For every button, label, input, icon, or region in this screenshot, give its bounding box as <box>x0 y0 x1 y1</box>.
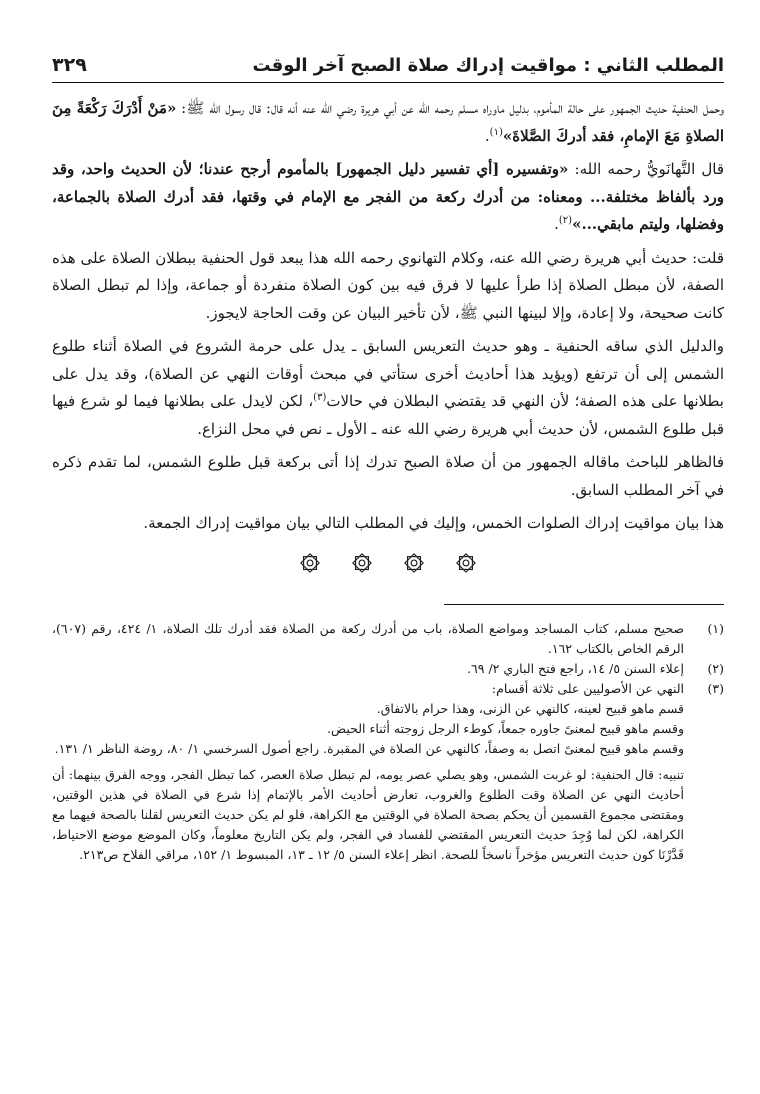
footnote-text: صحيح مسلم، كتاب المساجد ومواضع الصلاة، باب من أدرك ركعة من الصلاة فقد أدرك تلك الصلاة، ١/ ٤٢٤، رقم (٦٠٧)، الرقم الخاص بالكتاب ١٦٢. <box>52 620 685 656</box>
footnote-text: النهي عن الأصوليين على ثلاثة أقسام: قسم ماهو قبيح لعينه، كالنهي عن الزنى، وهذا حرام بالاتفاق. وقسم ماهو قبيح لمعنىً جاوره جمعاً، كوطء الرجل زوجته أثناء الحيض. وقسم ماهو قبيح لمعنىً اتصل به وصفاً، كالنهي عن الصلاة في المقبرة. راجع أصول السرخسي ١/ ٨٠، روضة الناظر ١/ ١٣١. <box>54 680 684 756</box>
header-title: المطلب الثاني : مواقيت إدراك صلاة الصبح آخر الوقت <box>252 55 724 76</box>
footnote-number: (٣) <box>707 680 724 696</box>
ornamental-rosette-icon <box>299 552 321 574</box>
footnote-number: (٢) <box>707 660 724 676</box>
paragraph-1: وحمل الحنفية حديث الجمهور على حالة المأموم، بدليل ماوراه مسلم رحمه الله عن أبي هريرة رضي الله عنه أنه قال: قال رسول الله ﷺ: «مَنْ أَدْرَكَ رَكْعَةً مِنَ الصلاةِ مَعَ الإمامِ، فقد أدركَ الصَّلاةَ»$^{(١)}$. <box>52 99 724 145</box>
paragraph-2: قال التَّهانَويُّ رحمه الله: «وتفسيره [أي تفسير دليل الجمهور] بالمأموم أرجح عندنا؛ لأن الحديث واحد، وقد ورد بألفاظ مختلفة... ومعناه: من أدرك ركعة من الفجر مع الإمام في وقتها، فقد أدرك الصلاة بالجماعة، وفضلها، وليتم مابقي...»$^{(٢)}$. <box>52 160 725 233</box>
main-text <box>52 95 724 538</box>
footnote-ref-1[interactable]: (١) <box>489 126 503 138</box>
footnote-number: (١) <box>707 620 724 636</box>
tahanawi-quote: «وتفسيره [أي تفسير دليل الجمهور] بالمأموم أرجح عندنا؛ لأن الحديث واحد، وقد ورد بألفاظ مختلفة... ومعناه: من أدرك ركعة من الفجر مع الإمام في وقتها، فقد أدرك الصلاة بالجماعة، وفضلها، وليتم مابقي...» <box>52 160 724 233</box>
footnote-separator <box>444 604 724 605</box>
footnote-ref-2[interactable]: (٢) <box>558 215 573 226</box>
footnote-2 <box>52 659 724 679</box>
footnote-3 <box>52 679 724 759</box>
ornamental-rosette-icon <box>455 552 477 574</box>
header-rule <box>52 82 724 83</box>
page-number: ٣٢٩ <box>52 54 87 76</box>
ornamental-rosette-icon <box>403 552 425 574</box>
running-header <box>52 48 724 76</box>
footnote-note: تنبيه: قال الحنفية: لو غربت الشمس، وهو يصلي عصر يومه، لم تبطل صلاة العصر، كما تبطل الفجر، ووجه الفرق بينهما: أن أحاديث النهي عن الصلاة وقت الطلوع والغروب، تعارض أحاديث الأمر بالإتمام إذا شرع في الصلاة في هذين الوقتين، ومقتضى مجموع القسمين أن يحكم بصحة الصلاة في الوقتين مع الكراهة، فلو لم يكن حديث التعريس لقلنا بالصحة فيهما مع الكراهة، لكن لما وُجِدَ حديث التعريس المقتضي للفساد في الفجر، ولم يكن التاريخ معلوماً، وكان الموضع موضع الاحتياط، قَدَّرْنَا كون حديث التعريس مؤخراً ناسخاً للصحة. انظر إعلاء السنن ٥/ ١٢ ـ ١٣، المبسوط ١/ ١٥٢، مراقي الفلاح ص٢١٣. <box>52 766 684 862</box>
footnotes <box>52 619 724 865</box>
footnote-1 <box>52 619 724 659</box>
ornamental-rosette-icon <box>351 552 373 574</box>
footnote-ref-3[interactable]: (٣) <box>313 392 327 403</box>
hadith-quote: «مَنْ أَدْرَكَ رَكْعَةً مِنَ الصلاةِ مَعَ الإمامِ، فقد أدركَ الصَّلاةَ» <box>52 99 724 145</box>
paragraph-6: هذا بيان مواقيت إدراك الصلوات الخمس، وإليك في المطلب التالي بيان مواقيت إدراك الجمعة. <box>143 514 724 532</box>
paragraph-4: والدليل الذي ساقه الحنفية ـ وهو حديث التعريس السابق ـ يدل على حرمة الشروع في الصلاة أثناء طلوع الشمس إلى أن ترتفع (ويؤيد هذا أحاديث أخرى ستأتي في مبحث أوقات النهي عن الصلاة)، وقد يدل على بطلانها على هذه الصفة؛ لأن النهي قد يقتضي البطلان في حالات$^{(٣)}$، لكن لايدل على بطلانها فيما لو شرع فيها قبل طلوع الشمس، لأن حديث أبي هريرة رضي الله عنه ـ الأول ـ نص في محل النزاع. <box>52 337 724 438</box>
book-page <box>52 48 724 865</box>
paragraph-5: فالظاهر للباحث ماقاله الجمهور من أن صلاة الصبح تدرك إذا أتى بركعة قبل طلوع الشمس، لما تقدم ذكره في آخر المطلب السابق. <box>52 453 724 499</box>
section-divider <box>52 552 724 574</box>
footnote-text: إعلاء السنن ٥/ ١٤، راجع فتح الباري ٢/ ٦٩. <box>467 660 684 676</box>
paragraph-3: قلت: حديث أبي هريرة رضي الله عنه، وكلام التهانوي رحمه الله هذا يبعد قول الحنفية ببطلان الصلاة على هذه الصفة، لأن مبطل الصلاة إذا طرأ عليها لا فرق فيه بين كون الصلاة منفردة أو جماعة، وإذا لم تبطل الصلاة كانت صحيحة، ولا إعادة، وإلا لبينها النبي ﷺ، لأن تأخير البيان عن وقت الحاجة لايجوز. <box>52 248 724 322</box>
